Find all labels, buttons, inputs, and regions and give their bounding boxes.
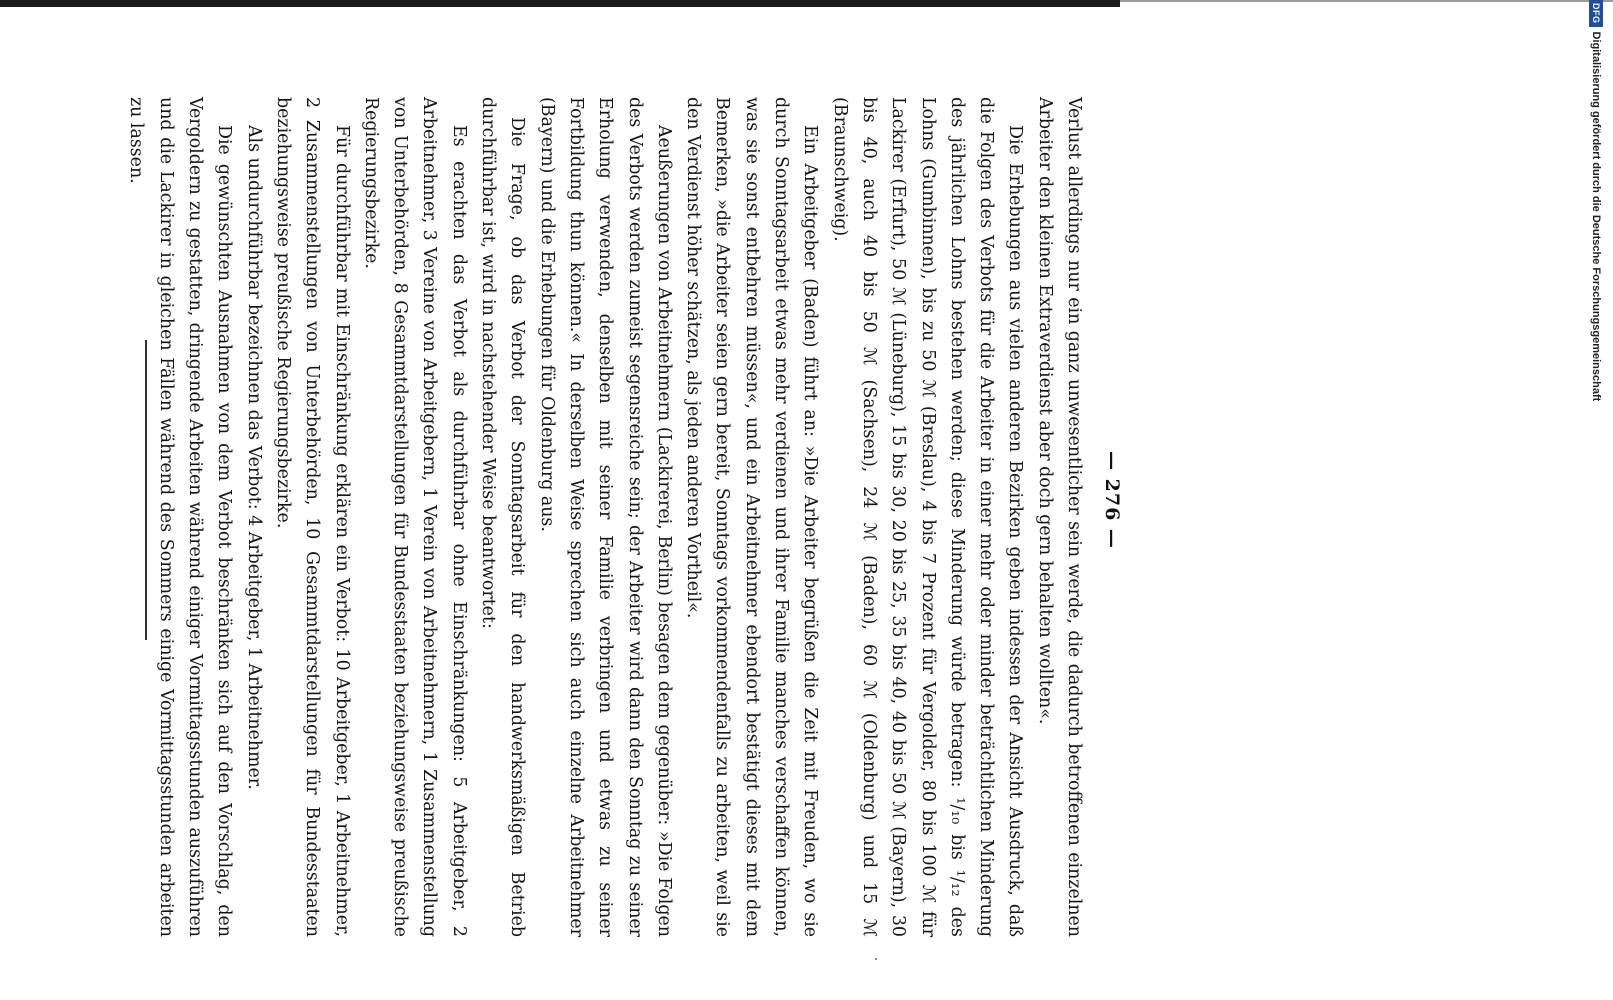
paragraph-2: Die Erhebungen aus vielen anderen Bezirken geben indessen der Ansicht Ausdruck, daß die Folgen des Verbots für die Arbeiter in einer mehr oder minder beträchtlichen Minderung des jährlichen Lohns bestehen werden; diese Minderung würde betragen: ¹/₁₀ bis ¹/₁₂ des Lohns (Gumbinnen), bis zu 50 ℳ (Breslau), 4 bis 7 Prozent für Vergolder, 80 bis 100 ℳ für Lackirer (Erfurt), 50 ℳ (Lüneburg), 15 bis 30, 20 bis 25, 35 bis 40, 40 bis 50 ℳ (Bayern), 30 bis 40, auch 40 bis 50 ℳ (Sachsen), 24 ℳ (Baden), 60 ℳ (Oldenburg) und 15 ℳ (Braunschweig).	[829, 97, 1026, 937]
section-end-rule	[144, 340, 147, 640]
rotated-page-content	[102, 0, 1132, 1000]
paragraph-4: Aeußerungen von Arbeitnehmern (Lackirerei, Berlin) besagen dem gegenüber: »Die Folgen des Verbots werden zumeist segensreiche sein; der Arbeiter wird dann den Sonntag zu seiner Erholung verwenden, denselben mit seiner Familie verbringen und etwas zu seiner Fortbildung thun können.« In derselben Weise sprechen sich auch einzelne Arbeitnehmer (Bayern) und die Erhebungen für Oldenburg aus.	[536, 97, 674, 937]
paragraph-9: Die gewünschten Ausnahmen von dem Verbot beschränken sich auf den Vorschlag, den Vergoldern zu gestatten, dringende Arbeiten während einiger Vormittagsstunden auszuführen und die Lackirer in gleichen Fällen während des Sommers einige Vormittagsstunden arbeiten zu lassen.	[126, 97, 235, 937]
paragraph-6: Es erachten das Verbot als durchführbar ohne Einschränkungen: 5 Arbeitgeber, 2 Arbeitnehmer, 3 Vereine von Arbeitgebern, 1 Verein von Arbeitnehmern, 1 Zusammenstellung von Unterbehörden, 8 Gesammtdarstellungen für Bundesstaaten beziehungsweise preußische Regierungsbezirke.	[360, 97, 469, 937]
paragraph-8: Als undurchführbar bezeichnen das Verbot: 4 Arbeitgeber, 1 Arbeitnehmer.	[243, 125, 264, 790]
scan-border-top-light	[1120, 0, 1613, 2]
digitization-stamp	[1585, 0, 1607, 420]
paragraph-7: Für durchführbar mit Einschränkung erklären ein Verbot: 10 Arbeitgeber, 1 Arbeitnehmer, 2 Zusammenstellungen von Unterbehörden, 10 Gesammtdarstellungen für Bundesstaaten beziehungsweise preußische Regierungsbezirke.	[272, 97, 352, 937]
paragraph-3: Ein Arbeitgeber (Baden) führt an: »Die Arbeiter begrüßen die Zeit mit Freuden, wo sie durch Sonntagsarbeit etwas mehr verdienen und ihrer Familie manches verschaffen können, was sie sonst entbehren müssen«, und ein Arbeitnehmer ebendort bestätigt dieses mit dem Bemerken, »die Arbeiter seien gern bereit, Sonntags vorkommendenfalls zu arbeiten, weil sie den Verdienst höher schätzen, als jeden anderen Vortheil«.	[683, 97, 821, 937]
paragraph-5: Die Frage, ob das Verbot der Sonntagsarbeit für den handwerksmäßigen Betrieb durchführbar ist, wird in nachstehender Weise beantwortet:	[478, 97, 528, 937]
scan-speck	[875, 958, 877, 960]
digitization-stamp-text: Digitalisierung gefördert durch die Deutsche Forschungsgemeinschaft	[1590, 31, 1602, 402]
body-text	[121, 97, 1088, 937]
paragraph-1: Verlust allerdings nur ein ganz unwesentlicher sein werde, die dadurch betroffenen einzelnen Arbeiter den kleinen Extraverdienst aber doch gern behalten wollten«.	[1034, 97, 1084, 937]
dfg-logo-icon: DFG	[1589, 0, 1603, 27]
page-number: — 276 —	[1101, 451, 1123, 549]
